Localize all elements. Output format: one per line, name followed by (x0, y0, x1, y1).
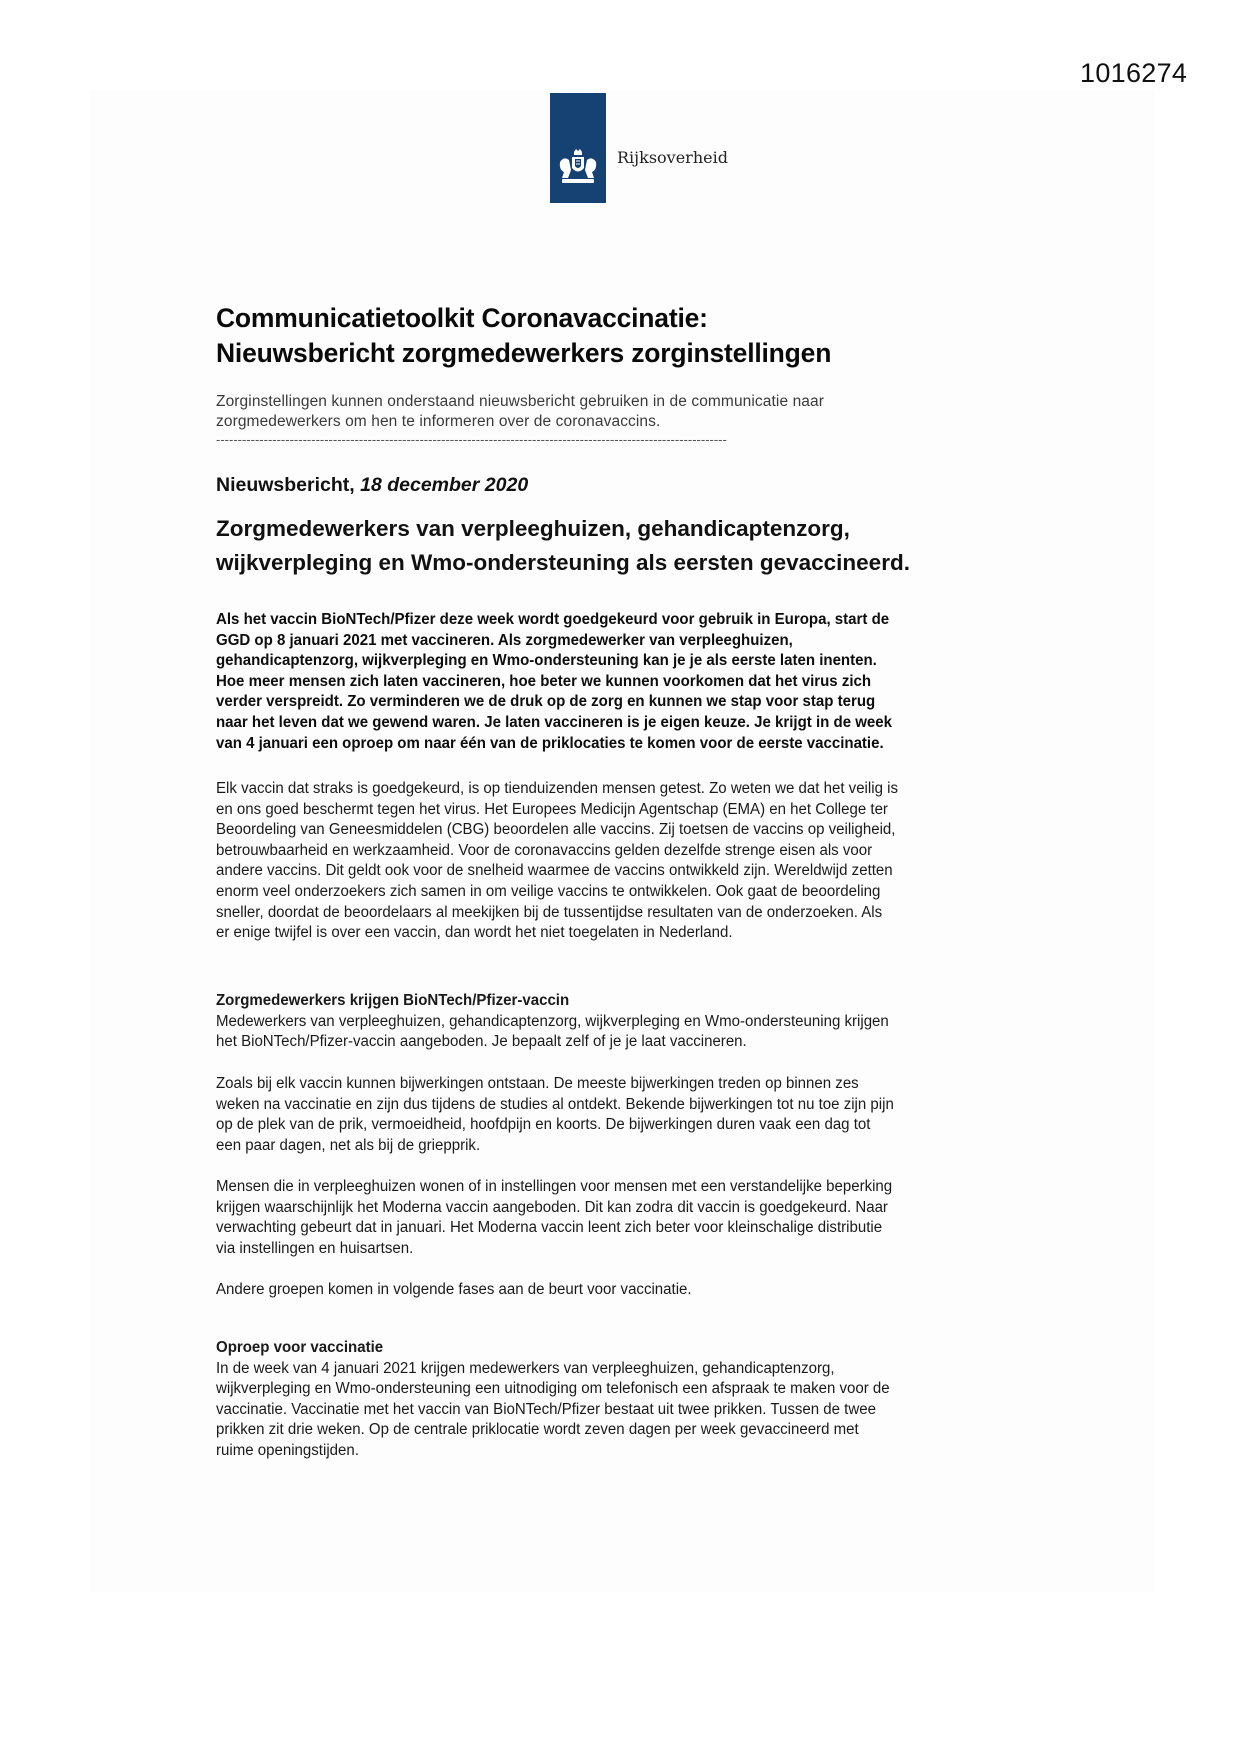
paragraph-line: betrouwbaarheid en werkzaamheid. Voor de coronavaccins gelden dezelfde strenge eisen als voor (216, 841, 873, 859)
paragraph-line: enorm veel onderzoekers zich samen in om veilige vaccins te ontwikkelen. Ook gaat de beoordeling (216, 882, 881, 900)
dashed-separator: ---------------------------------------------------------------------------------------------------------------------- (216, 432, 727, 447)
paragraph-line: Mensen die in verpleeghuizen wonen of in instellingen voor mensen met een verstandelijke beperking (216, 1178, 893, 1195)
side-effects-paragraph (216, 1074, 894, 1156)
paragraph-line: op de plek van de prik, vermoeidheid, hoofdpijn en koorts. De bijwerkingen duren vaak een dag tot (216, 1116, 871, 1134)
paragraph-line: krijgen waarschijnlijk het Moderna vaccin aangeboden. Dit kan zodra dit vaccin is goedgekeurd. Naar (216, 1198, 888, 1216)
safety-paragraph (216, 779, 898, 944)
document-id: 1016274 (1080, 58, 1188, 88)
section-heading: Oproep voor vaccinatie (216, 1339, 384, 1356)
paragraph-line: Als het vaccin BioNTech/Pfizer deze week wordt goedgekeurd voor gebruik in Europa, start de (216, 611, 890, 628)
dateline (216, 474, 528, 497)
document-title (216, 301, 831, 371)
intro-line: zorgmedewerkers om hen te informeren over de coronavaccins. (216, 412, 661, 430)
section-invitation (216, 1338, 890, 1462)
section-heading: Zorgmedewerkers krijgen BioNTech/Pfizer-vaccin (216, 992, 570, 1009)
royal-coat-of-arms-icon (556, 148, 600, 188)
paragraph-line: ruime openingstijden. (216, 1441, 359, 1459)
section-biontech (216, 991, 889, 1053)
paragraph-line: naar het leven dat we gewend waren. Je laten vaccineren is je eigen keuze. Je krijgt in de week (216, 713, 893, 731)
paragraph-line: weken na vaccinatie en zijn dus tijdens de studies al ontdekt. Bekende bijwerkingen tot nu toe zijn pijn (216, 1095, 894, 1113)
paragraph-line: Elk vaccin dat straks is goedgekeurd, is op tienduizenden mensen getest. Zo weten we dat het veilig is (216, 780, 898, 797)
paragraph-line: In de week van 4 januari 2021 krijgen medewerkers van verpleeghuizen, gehandicaptenzorg, (216, 1359, 835, 1377)
paragraph-line: van 4 januari een oproep om naar één van de priklocaties te komen voor de eerste vaccinatie. (216, 734, 884, 752)
paragraph-line: verwachting gebeurt dat in januari. Het Moderna vaccin leent zich beter voor kleinschalige distributie (216, 1219, 883, 1237)
paragraph-line: Zoals bij elk vaccin kunnen bijwerkingen ontstaan. De meeste bijwerkingen treden op binnen zes (216, 1075, 859, 1092)
paragraph-line: GGD op 8 januari 2021 met vaccineren. Als zorgmedewerker van verpleeghuizen, (216, 631, 793, 649)
paragraph-line: Beoordeling van Geneesmiddelen (CBG) beoordelen alle vaccins. Zij toetsen de vaccins op veiligheid, (216, 821, 896, 839)
headline-line: Zorgmedewerkers van verpleeghuizen, gehandicaptenzorg, (216, 516, 850, 541)
dateline-label: Nieuwsbericht, (216, 474, 355, 496)
headline-line: wijkverpleging en Wmo-ondersteuning als eersten gevaccineerd. (216, 550, 910, 575)
dateline-date: 18 december 2020 (360, 474, 529, 496)
intro-line: Zorginstellingen kunnen onderstaand nieuwsbericht gebruiken in de communicatie naar (216, 393, 825, 410)
paragraph-line: Medewerkers van verpleeghuizen, gehandicaptenzorg, wijkverpleging en Wmo-ondersteuning krijgen (216, 1012, 889, 1030)
paragraph-line: er enige twijfel is over een vaccin, dan wordt het niet toegelaten in Nederland. (216, 924, 733, 942)
intro-text (216, 392, 824, 431)
other-groups-paragraph (216, 1280, 692, 1301)
paragraph-line: wijkverpleging en Wmo-ondersteuning een uitnodiging om telefonisch een afspraak te maken voor de (216, 1380, 890, 1398)
lead-paragraph (216, 610, 892, 754)
paragraph-line: een paar dagen, net als bij de griepprik. (216, 1136, 481, 1154)
paragraph-line: Andere groepen komen in volgende fases aan de beurt voor vaccinatie. (216, 1281, 692, 1298)
paragraph-line: sneller, doordat de beoordelaars al meekijken bij de tussentijdse resultaten van de onderzoeken. Als (216, 903, 883, 921)
title-line: Nieuwsbericht zorgmedewerkers zorginstellingen (216, 338, 832, 368)
moderna-paragraph (216, 1177, 892, 1259)
logo-text: Rijksoverheid (617, 148, 728, 167)
paragraph-line: andere vaccins. Dit geldt ook voor de snelheid waarmee de vaccins ontwikkeld zijn. Wereldwijd zetten (216, 862, 893, 880)
paragraph-line: en ons goed beschermt tegen het virus. Het Europees Medicijn Agentschap (EMA) en het College ter (216, 800, 888, 818)
paragraph-line: vaccinatie. Vaccinatie met het vaccin van BioNTech/Pfizer bestaat uit twee prikken. Tussen de twee (216, 1400, 876, 1418)
paragraph-line: verder verspreidt. Zo verminderen we de druk op de zorg en kunnen we stap voor stap terug (216, 693, 876, 711)
paragraph-line: gehandicaptenzorg, wijkverpleging en Wmo-ondersteuning kan je je als eerste laten inenten. (216, 652, 877, 670)
paragraph-line: Hoe meer mensen zich laten vaccineren, hoe beter we kunnen voorkomen dat het virus zich (216, 672, 872, 690)
paragraph-line: prikken zit drie weken. Op de centrale priklocatie wordt zeven dagen per week gevaccineerd met (216, 1421, 859, 1439)
paragraph-line: via instellingen en huisartsen. (216, 1239, 414, 1257)
news-headline (216, 512, 910, 580)
paragraph-line: het BioNTech/Pfizer-vaccin aangeboden. Je bepaalt zelf of je je laat vaccineren. (216, 1033, 747, 1051)
title-line: Communicatietoolkit Coronavaccinatie: (216, 303, 708, 333)
